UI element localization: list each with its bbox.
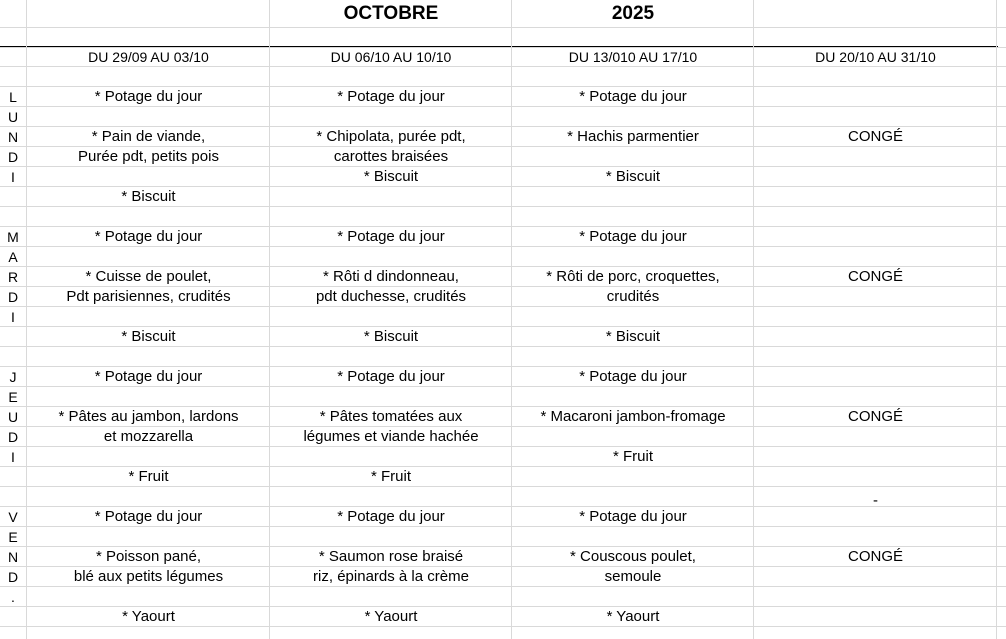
dessert-cell: * Biscuit bbox=[363, 328, 419, 345]
day-letter: I bbox=[11, 309, 15, 325]
potage-cell: * Potage du jour bbox=[94, 88, 203, 105]
week-header-4: DU 20/10 AU 31/10 bbox=[815, 49, 936, 65]
main-dish-detail-cell: semoule bbox=[604, 568, 662, 585]
main-dish-detail-cell: pdt duchesse, crudités bbox=[315, 288, 467, 305]
main-dish-detail-cell: riz, épinards à la crème bbox=[313, 568, 469, 585]
dessert-cell: * Fruit bbox=[370, 468, 411, 485]
main-dish-cell: * Hachis parmentier bbox=[567, 128, 699, 145]
month-title: OCTOBRE bbox=[343, 3, 439, 24]
week-header-1: DU 29/09 AU 03/10 bbox=[88, 49, 209, 65]
day-letter: L bbox=[9, 89, 17, 105]
day-letter: J bbox=[9, 369, 17, 385]
main-dish-cell: * Pain de viande, bbox=[91, 128, 206, 145]
main-dish-detail-cell bbox=[512, 427, 754, 447]
main-dish-cell: * Cuisse de poulet, bbox=[85, 268, 212, 285]
dessert-cell: * Fruit bbox=[128, 468, 169, 485]
dessert-cell: * Biscuit bbox=[363, 168, 419, 185]
main-dish-cell: CONGÉ bbox=[847, 548, 903, 565]
dessert-cell bbox=[754, 607, 997, 627]
day-letter: M bbox=[7, 229, 19, 245]
main-dish-detail-cell bbox=[754, 147, 997, 167]
day-letter: U bbox=[7, 409, 19, 425]
main-dish-detail-cell bbox=[754, 427, 997, 447]
day-letter: D bbox=[7, 149, 19, 165]
dessert-cell: * Yaourt bbox=[606, 608, 660, 625]
main-dish-detail-cell bbox=[754, 287, 997, 307]
day-letter: N bbox=[7, 129, 19, 145]
main-dish-cell: * Saumon rose braisé bbox=[318, 548, 464, 565]
week-header-2: DU 06/10 AU 10/10 bbox=[330, 49, 452, 65]
dessert-cell: * Biscuit bbox=[605, 168, 661, 185]
main-dish-detail-cell: et mozzarella bbox=[103, 428, 194, 445]
potage-cell: * Potage du jour bbox=[337, 88, 445, 105]
week-header-3: DU 13/010 AU 17/10 bbox=[568, 49, 698, 65]
main-dish-cell: * Chipolata, purée pdt, bbox=[316, 128, 466, 145]
main-dish-cell: * Couscous poulet, bbox=[570, 548, 696, 565]
day-letter: I bbox=[11, 449, 15, 465]
main-dish-detail-cell: carottes braisées bbox=[333, 148, 449, 165]
potage-cell: * Potage du jour bbox=[579, 508, 687, 525]
dessert-cell: * Yaourt bbox=[122, 608, 175, 625]
potage-cell bbox=[754, 227, 997, 247]
main-dish-cell: * Rôti de porc, croquettes, bbox=[546, 268, 720, 285]
potage-cell bbox=[754, 367, 997, 387]
potage-cell: * Potage du jour bbox=[337, 508, 445, 525]
potage-cell: * Potage du jour bbox=[94, 368, 203, 385]
main-dish-cell: CONGÉ bbox=[847, 408, 903, 425]
day-letter: R bbox=[7, 269, 19, 285]
potage-cell: * Potage du jour bbox=[94, 228, 203, 245]
main-dish-cell: * Poisson pané, bbox=[95, 548, 202, 565]
dessert-cell: * Biscuit bbox=[121, 328, 176, 345]
grid-row-line bbox=[0, 27, 1006, 28]
main-dish-detail-cell: Pdt parisiennes, crudités bbox=[66, 288, 231, 305]
day-letter: N bbox=[7, 549, 19, 565]
year-title: 2025 bbox=[611, 3, 655, 24]
dessert-cell bbox=[754, 167, 997, 187]
main-dish-detail-cell: blé aux petits légumes bbox=[73, 568, 224, 585]
day-letter: D bbox=[7, 569, 19, 585]
day-letter: V bbox=[8, 509, 18, 525]
day-letter: A bbox=[8, 249, 18, 265]
dessert-cell: * Biscuit bbox=[121, 188, 176, 205]
dessert-cell: * Fruit bbox=[612, 448, 653, 465]
potage-cell: * Potage du jour bbox=[579, 88, 687, 105]
potage-cell bbox=[754, 87, 997, 107]
day-letter: D bbox=[7, 289, 19, 305]
dessert-cell bbox=[754, 447, 997, 467]
main-dish-cell: * Rôti d dindonneau, bbox=[323, 268, 459, 285]
potage-cell: * Potage du jour bbox=[337, 228, 445, 245]
day-letter: E bbox=[8, 529, 18, 545]
main-dish-cell: CONGÉ bbox=[847, 268, 903, 285]
main-dish-cell: * Macaroni jambon-fromage bbox=[540, 408, 726, 425]
dessert-cell bbox=[754, 327, 997, 347]
main-dish-detail-cell: crudités bbox=[606, 288, 660, 305]
main-dish-cell: CONGÉ bbox=[847, 128, 903, 145]
main-dish-detail-cell bbox=[754, 567, 997, 587]
potage-cell: * Potage du jour bbox=[579, 228, 687, 245]
day-letter: U bbox=[7, 109, 19, 125]
day-letter: D bbox=[7, 429, 19, 445]
day-letter: E bbox=[8, 389, 18, 405]
potage-cell: * Potage du jour bbox=[94, 508, 203, 525]
day-letter: . bbox=[11, 589, 15, 605]
main-dish-detail-cell: légumes et viande hachée bbox=[303, 428, 479, 445]
dessert-cell: * Yaourt bbox=[364, 608, 418, 625]
day-letter: I bbox=[11, 169, 15, 185]
main-dish-cell: * Pâtes au jambon, lardons bbox=[58, 408, 239, 425]
main-dish-detail-cell bbox=[512, 147, 754, 167]
marker-cell: - bbox=[873, 492, 878, 509]
potage-cell: * Potage du jour bbox=[337, 368, 445, 385]
dessert-cell: * Biscuit bbox=[605, 328, 661, 345]
main-dish-detail-cell: Purée pdt, petits pois bbox=[78, 148, 219, 165]
potage-cell: * Potage du jour bbox=[579, 368, 687, 385]
main-dish-cell: * Pâtes tomatées aux bbox=[319, 408, 463, 425]
